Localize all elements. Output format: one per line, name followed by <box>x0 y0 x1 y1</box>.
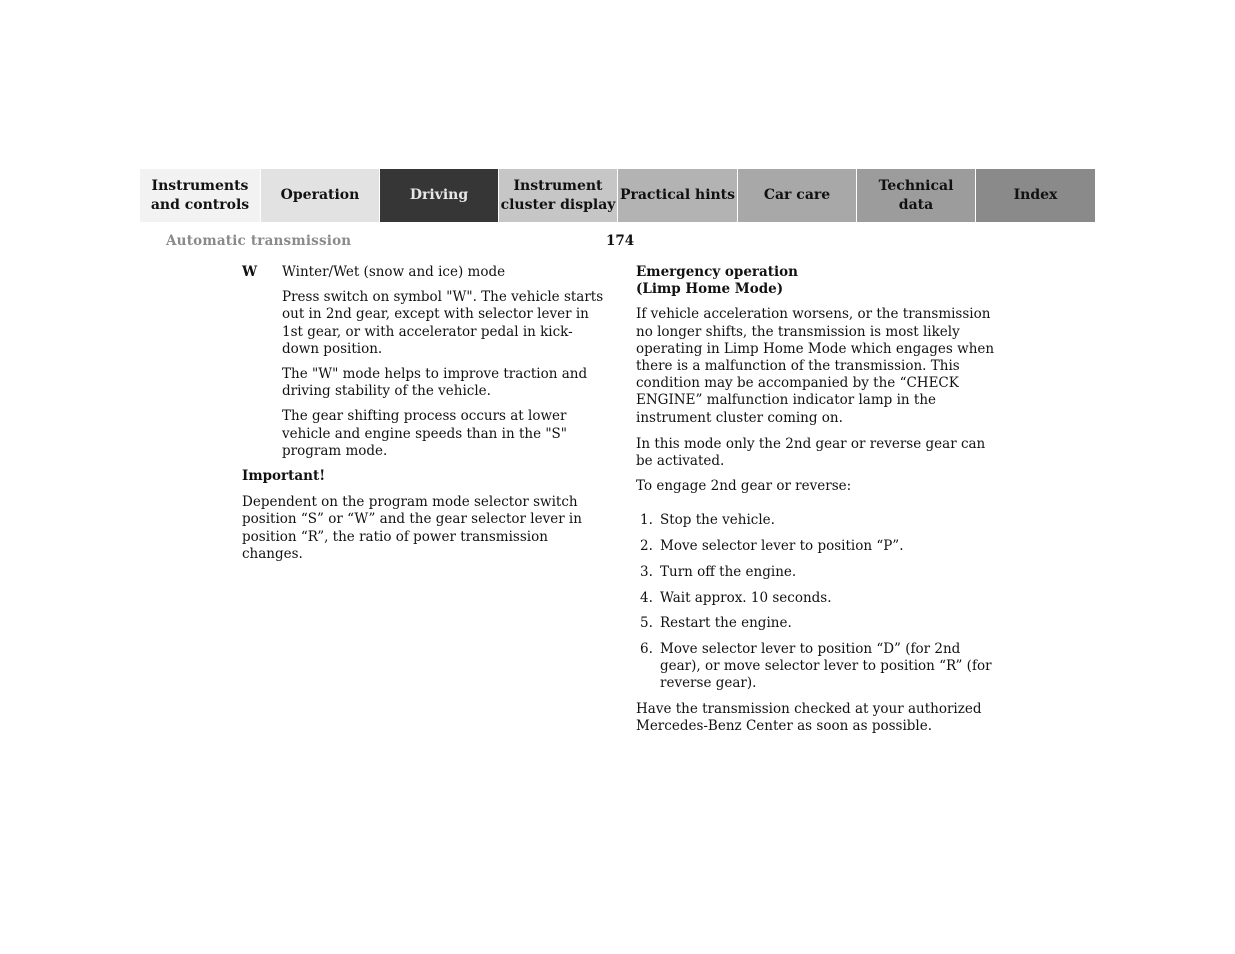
list-item <box>636 641 1004 693</box>
closing-text: Have the transmission checked at your authorized Mercedes-Benz Center as soon as possible. <box>636 701 982 735</box>
page-number: 174 <box>606 233 635 249</box>
step-number: 2. <box>640 538 653 555</box>
w-mode-paragraph: The "W" mode helps to improve traction and driving stability of the vehicle. <box>282 366 588 400</box>
steps-list <box>636 512 1004 692</box>
section-nav-bar <box>140 169 1095 222</box>
section-title: Automatic transmission <box>166 233 352 249</box>
step-number: 5. <box>640 615 653 632</box>
w-mode-title: Winter/Wet (snow and ice) mode <box>282 264 506 280</box>
emergency-heading-line1: Emergency operation <box>636 264 798 280</box>
important-heading: Important! <box>242 468 326 485</box>
step-text: Stop the vehicle. <box>660 512 775 529</box>
step-text: Move selector lever to position “P”. <box>660 538 904 555</box>
step-number: 3. <box>640 563 653 580</box>
tab-practical-hints[interactable]: Practical hints <box>617 169 737 222</box>
right-column <box>636 264 1004 735</box>
w-mode-paragraph: Press switch on symbol "W". The vehicle starts out in 2nd gear, except with selector lever in 1st gear, or with accelerator pedal in kick-down position. <box>282 289 604 357</box>
mode-text: In this mode only the 2nd gear or reverse gear can be activated. <box>636 435 986 470</box>
tab-instruments-and-controls[interactable]: Instruments and controls <box>140 169 260 222</box>
list-item <box>636 538 1004 555</box>
w-mode-paragraph: The gear shifting process occurs at lower vehicle and engine speeds than in the "S" program mode. <box>282 408 568 459</box>
important-text: Dependent on the program mode selector switch position “S” or “W” and the gear selector lever in position “R”, the ratio of power transmission changes. <box>242 494 582 562</box>
list-item <box>636 564 1004 581</box>
engage-text: To engage 2nd gear or reverse: <box>636 478 852 495</box>
tab-technical-data[interactable]: Technical data <box>856 169 975 222</box>
step-number: 6. <box>640 640 653 657</box>
step-text: Move selector lever to position “D” (for 2nd gear), or move selector lever to position “R” (for reverse gear). <box>660 640 992 692</box>
tab-operation[interactable]: Operation <box>260 169 379 222</box>
tab-car-care[interactable]: Car care <box>737 169 856 222</box>
tab-driving[interactable]: Driving <box>379 169 498 222</box>
limp-home-intro: If vehicle acceleration worsens, or the transmission no longer shifts, the transmission is most likely operating in Limp Home Mode which engages when there is a malfunction of the transmission. This condition may be accompanied by the “CHECK ENGINE” malfunction indicator lamp in the instrument cluster coming on. <box>636 306 995 426</box>
tab-index[interactable]: Index <box>975 169 1095 222</box>
w-mode-row <box>242 264 607 281</box>
list-item <box>636 615 1004 632</box>
step-number: 1. <box>640 512 653 529</box>
list-item <box>636 512 1004 529</box>
left-column <box>242 264 607 563</box>
step-text: Restart the engine. <box>660 615 792 632</box>
step-number: 4. <box>640 589 653 606</box>
w-mode-key: W <box>242 264 258 280</box>
step-text: Turn off the engine. <box>660 563 797 580</box>
emergency-heading-line2: (Limp Home Mode) <box>636 281 784 298</box>
tab-instrument-cluster-display[interactable]: Instrument cluster display <box>498 169 617 222</box>
list-item <box>636 590 1004 607</box>
step-text: Wait approx. 10 seconds. <box>660 589 832 606</box>
